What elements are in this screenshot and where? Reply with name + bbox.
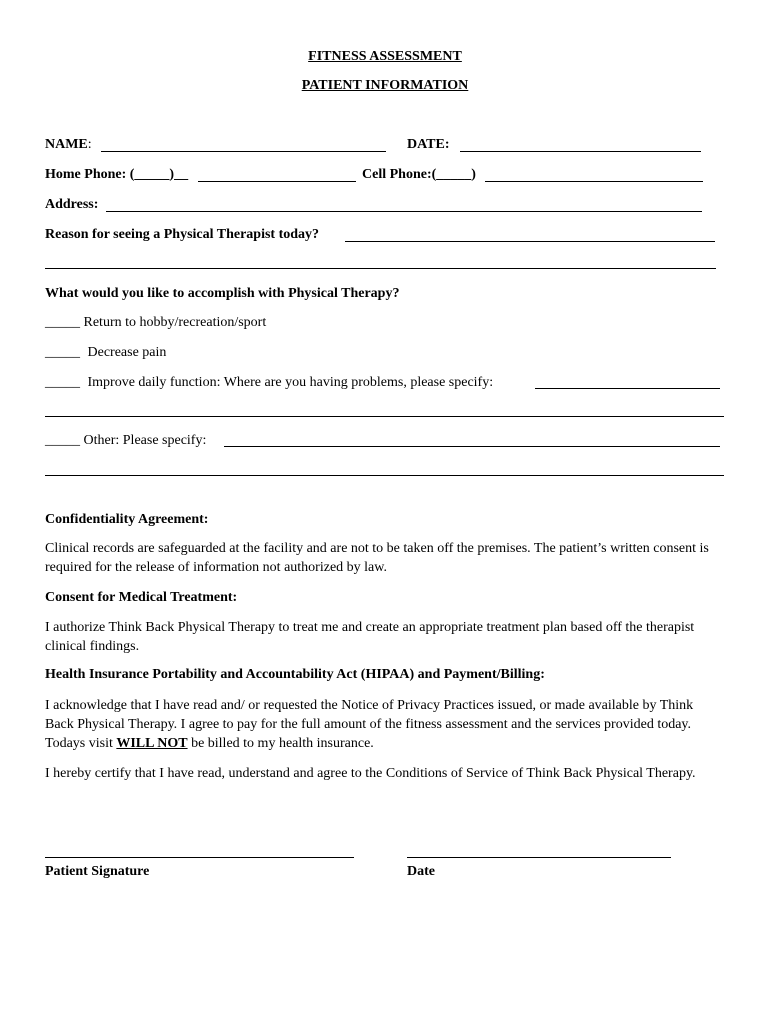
- date-label: DATE:: [407, 137, 450, 152]
- goal-option-pain[interactable]: [45, 346, 166, 360]
- consent-text: I authorize Think Back Physical Therapy to treat me and create an appropriate treatment plan based off the therapist clinical findings.: [45, 620, 695, 654]
- reason-label: Reason for seeing a Physical Therapist today?: [45, 227, 320, 242]
- cell-phone-field[interactable]: [485, 181, 703, 182]
- function-specify-field-continued[interactable]: [45, 416, 724, 417]
- goal-blank[interactable]: _____: [45, 375, 80, 390]
- signature-date-line[interactable]: [407, 857, 671, 858]
- certify-text: I hereby certify that I have read, understand and agree to the Conditions of Service of Think Back Physical Therapy.: [45, 766, 696, 781]
- goals-question: What would you like to accomplish with Physical Therapy?: [45, 286, 400, 301]
- reason-field[interactable]: [345, 241, 715, 242]
- patient-signature-line[interactable]: [45, 857, 354, 858]
- hipaa-heading: Health Insurance Portability and Accountability Act (HIPAA) and Payment/Billing:: [45, 667, 545, 682]
- hipaa-text: I acknowledge that I have read and/ or requested the Notice of Privacy Practices issued, or made available by Think Back Physical Therapy. I agree to pay for the full amount of the fitness assessment and the services provided today. Todays visit WILL NOT be billed to my health insurance.: [45, 698, 694, 751]
- name-label: NAME:: [45, 137, 92, 152]
- goal-text: Decrease pain: [87, 345, 167, 360]
- other-specify-field-continued[interactable]: [45, 475, 724, 476]
- other-specify-field[interactable]: [224, 446, 720, 447]
- home-phone-label: Home Phone: (_____)__: [45, 167, 189, 182]
- function-specify-field[interactable]: [535, 388, 720, 389]
- address-field[interactable]: [106, 211, 702, 212]
- cell-phone-label: Cell Phone:(_____): [362, 167, 476, 182]
- goal-option-other[interactable]: [45, 434, 206, 448]
- home-phone-field[interactable]: [198, 181, 356, 182]
- goal-option-function[interactable]: [45, 376, 493, 390]
- form-subtitle: PATIENT INFORMATION: [301, 78, 469, 93]
- goal-blank[interactable]: _____: [45, 433, 80, 448]
- goal-text: Improve daily function: Where are you having problems, please specify:: [87, 375, 494, 390]
- goal-blank[interactable]: _____: [45, 315, 80, 330]
- date-field[interactable]: [460, 151, 701, 152]
- signature-date-label: Date: [407, 864, 435, 879]
- goal-option-hobby[interactable]: [45, 316, 266, 330]
- goal-text: Other: Please specify:: [83, 433, 207, 448]
- address-label: Address:: [45, 197, 99, 212]
- will-not-emphasis: WILL NOT: [116, 736, 188, 751]
- reason-field-continued[interactable]: [45, 268, 716, 269]
- patient-signature-label: Patient Signature: [45, 864, 150, 879]
- goal-blank[interactable]: _____: [45, 345, 80, 360]
- consent-heading: Consent for Medical Treatment:: [45, 590, 238, 605]
- confidentiality-text: Clinical records are safeguarded at the facility and are not to be taken off the premises. The patient’s written consent is required for the release of information not authorized by law.: [45, 541, 709, 575]
- name-field[interactable]: [101, 151, 386, 152]
- confidentiality-heading: Confidentiality Agreement:: [45, 512, 209, 527]
- goal-text: Return to hobby/recreation/sport: [83, 315, 267, 330]
- form-title: FITNESS ASSESSMENT: [308, 49, 462, 64]
